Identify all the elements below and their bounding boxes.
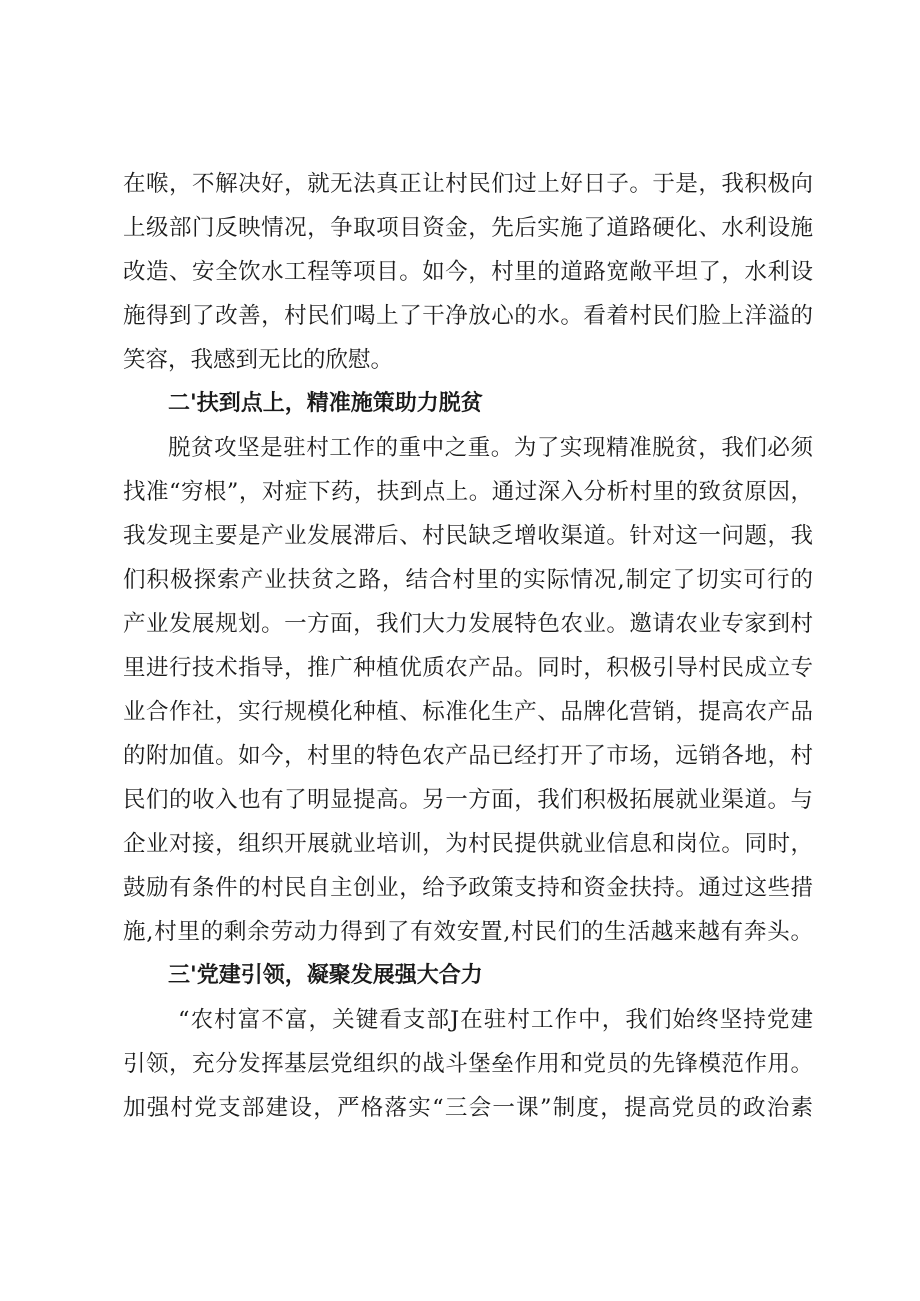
body-text-line: 的附加值。如今，村里的特色农产品已经打开了市场，远销各地，村	[123, 743, 813, 769]
body-text-line: 加强村党支部建设，严格落实“三会一课”制度，提高党员的政治素	[123, 1095, 813, 1121]
body-text-line: 引领，充分发挥基层党组织的战斗堡垒作用和党员的先锋模范作用。	[123, 1051, 813, 1077]
body-text-line: 里进行技术指导，推广种植优质农产品。同时，积极引导村民成立专	[123, 655, 813, 681]
body-text-line: 施,村里的剩余劳动力得到了有效安置,村民们的生活越来越有奔头。	[123, 919, 813, 945]
body-text-line: “农村富不富，关键看支部J在驻村工作中，我们始终坚持党建	[178, 1007, 813, 1033]
body-text-line: 找准“穷根”，对症下药，扶到点上。通过深入分析村里的致贫原因，	[123, 479, 813, 505]
body-text-line: 在喉，不解决好，就无法真正让村民们过上好日子。于是，我积极向	[123, 171, 813, 197]
body-text-line: 改造、安全饮水工程等项目。如今，村里的道路宽敞平坦了，水利设	[123, 259, 813, 285]
body-text-line: 们积极探索产业扶贫之路，结合村里的实际情况,制定了切实可行的	[123, 567, 813, 593]
body-text-line: 企业对接，组织开展就业培训，为村民提供就业信息和岗位。同时，	[123, 831, 813, 857]
body-text-line: 鼓励有条件的村民自主创业，给予政策支持和资金扶持。通过这些措	[123, 875, 813, 901]
body-text-line: 脱贫攻坚是驻村工作的重中之重。为了实现精准脱贫，我们必须	[168, 435, 813, 461]
body-text-line: 笑容，我感到无比的欣慰。	[123, 347, 394, 373]
body-text-line: 产业发展规划。一方面，我们大力发展特色农业。邀请农业专家到村	[123, 611, 813, 637]
section-heading: 三'党建引领，凝聚发展强大合力	[168, 963, 483, 988]
body-text-line: 上级部门反映情况，争取项目资金，先后实施了道路硬化、水利设施	[123, 215, 813, 241]
section-heading: 二'扶到点上，精准施策助力脱贫	[168, 391, 483, 416]
body-text-line: 施得到了改善，村民们喝上了干净放心的水。看着村民们脸上洋溢的	[123, 303, 813, 329]
body-text-line: 我发现主要是产业发展滞后、村民缺乏增收渠道。针对这一问题，我	[123, 523, 813, 549]
body-text-line: 业合作社，实行规模化种植、标准化生产、品牌化营销，提高农产品	[123, 699, 813, 725]
body-text-line: 民们的收入也有了明显提高。另一方面，我们积极拓展就业渠道。与	[123, 787, 813, 813]
